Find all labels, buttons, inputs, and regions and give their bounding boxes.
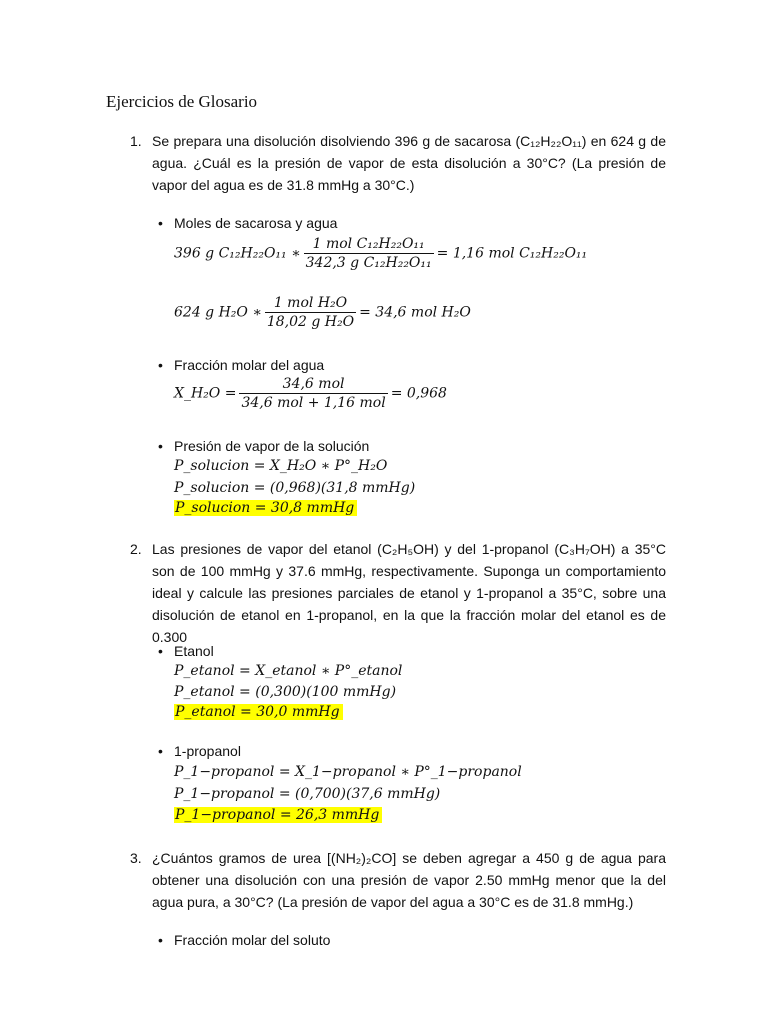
equation-moles-agua: 624 g H₂O ∗ $\frac{\text{1 mol H₂O}}{\text{18,02 g H₂O}}$ = 34,6 mol H₂O [174,295,471,330]
exercise-number: 2. [130,541,142,557]
highlighted-result: P_1−propanol = 26,3 mmHg [174,807,382,823]
bullet-propanol: • 1-propanol [174,743,241,759]
bullet-fraccion-soluto: • Fracción molar del soluto [174,932,330,948]
exercise-1 [130,130,666,196]
exercise-text: Las presiones de vapor del etanol (C₂H₅OH) y del 1-propanol (C₃H₇OH) a 35°C son de 100 mmHg y 37.6 mmHg, respectivamente. Suponga un comportamiento ideal y calcule las presiones parciales de etanol y 1-propanol a 35°C, sobre una disolución de etanol en 1-propanol, en la que la fracción molar del etanol es de 0.300 [152,541,666,645]
equation-propanol-formula: P_1−propanol = X_1−propanol ∗ P°_1−propanol [174,764,522,780]
exercise-number: 3. [130,850,142,866]
equation-etanol-resultado [174,704,343,720]
equation-propanol-resultado [174,807,382,823]
equation-fraccion-agua: X_H₂O = $\frac{\text{34,6 mol}}{\text{34,6 mol + 1,16 mol}}$ = 0,968 [174,376,447,411]
highlighted-result: P_etanol = 30,0 mmHg [174,704,343,720]
bullet-moles: • Moles de sacarosa y agua [174,215,337,231]
equation-propanol-sustitucion: P_1−propanol = (0,700)(37,6 mmHg) [174,786,441,802]
bullet-etanol: • Etanol [174,643,214,659]
exercise-text: ¿Cuántos gramos de urea [(NH₂)₂CO] se deben agregar a 450 g de agua para obtener una disolución con una presión de vapor 2.50 mmHg menor que la del agua pura, a 30°C? (La presión de vapor del agua a 30°C es de 31.8 mmHg.) [152,850,666,910]
equation-presion-sustitucion: P_solucion = (0,968)(31,8 mmHg) [174,480,416,496]
exercise-number: 1. [130,133,142,149]
bullet-presion-solucion: • Presión de vapor de la solución [174,438,369,454]
equation-moles-sacarosa: 396 g C₁₂H₂₂O₁₁ ∗ $\frac{\text{1 mol C₁₂H₂₂O₁₁}}{\text{342,3 g C₁₂H₂₂O₁₁}}$ = 1,16 mol C₁₂H₂₂O₁₁ [174,236,588,271]
equation-etanol-sustitucion: P_etanol = (0,300)(100 mmHg) [174,684,397,700]
equation-presion-formula: P_solucion = X_H₂O ∗ P°_H₂O [174,458,388,474]
exercise-text: Se prepara una disolución disolviendo 396 g de sacarosa (C₁₂H₂₂O₁₁) en 624 g de agua. ¿Cuál es la presión de vapor de esta disolución a 30°C? (La presión de vapor del agua es de 31.8 mmHg a 30°C.) [152,133,666,193]
exercise-3 [130,847,666,913]
exercise-2 [130,538,666,648]
bullet-fraccion-agua: • Fracción molar del agua [174,357,324,373]
highlighted-result: P_solucion = 30,8 mmHg [174,500,357,516]
page-title: Ejercicios de Glosario [106,92,258,111]
equation-presion-resultado [174,500,357,516]
equation-etanol-formula: P_etanol = X_etanol ∗ P°_etanol [174,663,403,679]
